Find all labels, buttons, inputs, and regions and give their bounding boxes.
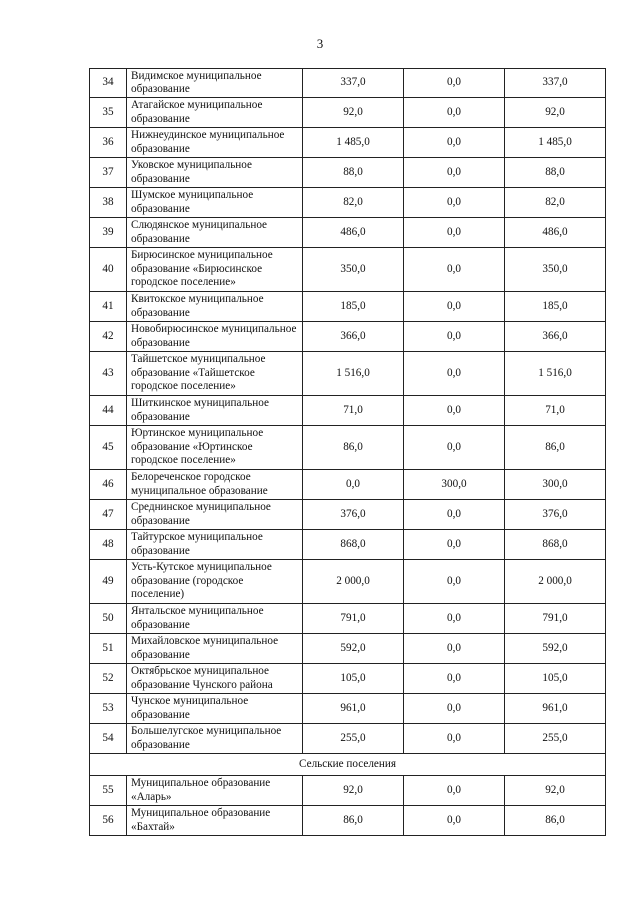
municipality-name: Усть-Кутское муниципальное образование (городское поселение)	[127, 560, 303, 604]
value-col-2: 0,0	[404, 322, 505, 352]
value-col-1: 1 516,0	[303, 352, 404, 396]
table-row	[90, 98, 606, 128]
municipality-name: Бирюсинское муниципальное образование «Бирюсинское городское поселение»	[127, 248, 303, 292]
municipality-name: Шиткинское муниципальное образование	[127, 396, 303, 426]
municipality-name: Большелугское муниципальное образование	[127, 724, 303, 754]
table-row	[90, 470, 606, 500]
value-col-1: 868,0	[303, 530, 404, 560]
table-row	[90, 664, 606, 694]
municipality-name: Муниципальное образование «Аларь»	[127, 776, 303, 806]
value-col-1: 592,0	[303, 634, 404, 664]
table-row	[90, 776, 606, 806]
value-col-2: 0,0	[404, 776, 505, 806]
value-col-1: 791,0	[303, 604, 404, 634]
row-number: 42	[90, 322, 127, 352]
value-col-1: 82,0	[303, 188, 404, 218]
table-row	[90, 560, 606, 604]
municipality-name: Среднинское муниципальное образование	[127, 500, 303, 530]
value-col-2: 0,0	[404, 500, 505, 530]
value-col-1: 337,0	[303, 69, 404, 98]
value-col-2: 0,0	[404, 604, 505, 634]
value-col-1: 71,0	[303, 396, 404, 426]
table-row	[90, 352, 606, 396]
value-col-2: 0,0	[404, 158, 505, 188]
table-row	[90, 604, 606, 634]
municipality-name: Тайтурское муниципальное образование	[127, 530, 303, 560]
row-number: 39	[90, 218, 127, 248]
value-col-3: 2 000,0	[505, 560, 606, 604]
row-number: 54	[90, 724, 127, 754]
value-col-1: 88,0	[303, 158, 404, 188]
row-number: 44	[90, 396, 127, 426]
value-col-3: 105,0	[505, 664, 606, 694]
value-col-3: 92,0	[505, 98, 606, 128]
table-body-rural	[90, 776, 606, 836]
value-col-3: 185,0	[505, 292, 606, 322]
row-number: 56	[90, 806, 127, 836]
value-col-1: 350,0	[303, 248, 404, 292]
value-col-2: 0,0	[404, 426, 505, 470]
value-col-1: 92,0	[303, 98, 404, 128]
value-col-2: 0,0	[404, 664, 505, 694]
value-col-1: 255,0	[303, 724, 404, 754]
municipality-name: Слюдянское муниципальное образование	[127, 218, 303, 248]
value-col-3: 88,0	[505, 158, 606, 188]
value-col-2: 0,0	[404, 806, 505, 836]
value-col-2: 0,0	[404, 98, 505, 128]
value-col-1: 0,0	[303, 470, 404, 500]
value-col-2: 0,0	[404, 128, 505, 158]
value-col-3: 92,0	[505, 776, 606, 806]
row-number: 48	[90, 530, 127, 560]
section-row	[90, 754, 606, 776]
table-row	[90, 218, 606, 248]
value-col-1: 185,0	[303, 292, 404, 322]
row-number: 51	[90, 634, 127, 664]
section-label: Сельские поселения	[90, 754, 606, 776]
row-number: 43	[90, 352, 127, 396]
value-col-3: 961,0	[505, 694, 606, 724]
table-row	[90, 188, 606, 218]
municipality-name: Муниципальное образование «Бахтай»	[127, 806, 303, 836]
value-col-3: 82,0	[505, 188, 606, 218]
table-section	[90, 754, 606, 776]
value-col-3: 592,0	[505, 634, 606, 664]
municipality-name: Чунское муниципальное образование	[127, 694, 303, 724]
value-col-1: 105,0	[303, 664, 404, 694]
value-col-1: 2 000,0	[303, 560, 404, 604]
table-row	[90, 128, 606, 158]
value-col-2: 300,0	[404, 470, 505, 500]
value-col-2: 0,0	[404, 694, 505, 724]
value-col-1: 376,0	[303, 500, 404, 530]
row-number: 40	[90, 248, 127, 292]
row-number: 37	[90, 158, 127, 188]
value-col-3: 486,0	[505, 218, 606, 248]
row-number: 46	[90, 470, 127, 500]
value-col-2: 0,0	[404, 292, 505, 322]
value-col-3: 350,0	[505, 248, 606, 292]
table-row	[90, 634, 606, 664]
table-row	[90, 322, 606, 352]
value-col-2: 0,0	[404, 530, 505, 560]
value-col-3: 791,0	[505, 604, 606, 634]
value-col-1: 1 485,0	[303, 128, 404, 158]
municipality-name: Тайшетское муниципальное образование «Тайшетское городское поселение»	[127, 352, 303, 396]
table-row	[90, 69, 606, 98]
municipality-name: Янтальское муниципальное образование	[127, 604, 303, 634]
value-col-1: 961,0	[303, 694, 404, 724]
table-row	[90, 248, 606, 292]
row-number: 49	[90, 560, 127, 604]
table-row	[90, 694, 606, 724]
value-col-2: 0,0	[404, 634, 505, 664]
value-col-1: 86,0	[303, 426, 404, 470]
municipality-name: Октябрьское муниципальное образование Чунского района	[127, 664, 303, 694]
municipality-name: Белореченское городское муниципальное образование	[127, 470, 303, 500]
value-col-2: 0,0	[404, 69, 505, 98]
row-number: 41	[90, 292, 127, 322]
table-row	[90, 500, 606, 530]
value-col-3: 376,0	[505, 500, 606, 530]
municipality-name: Новобирюсинское муниципальное образование	[127, 322, 303, 352]
row-number: 45	[90, 426, 127, 470]
value-col-2: 0,0	[404, 724, 505, 754]
value-col-1: 86,0	[303, 806, 404, 836]
table-row	[90, 530, 606, 560]
row-number: 50	[90, 604, 127, 634]
value-col-1: 366,0	[303, 322, 404, 352]
municipality-name: Михайловское муниципальное образование	[127, 634, 303, 664]
value-col-3: 86,0	[505, 806, 606, 836]
table-row	[90, 724, 606, 754]
municipality-name: Квитокское муниципальное образование	[127, 292, 303, 322]
value-col-2: 0,0	[404, 248, 505, 292]
value-col-3: 868,0	[505, 530, 606, 560]
row-number: 55	[90, 776, 127, 806]
value-col-3: 337,0	[505, 69, 606, 98]
row-number: 35	[90, 98, 127, 128]
municipality-name: Атагайское муниципальное образование	[127, 98, 303, 128]
row-number: 53	[90, 694, 127, 724]
value-col-3: 300,0	[505, 470, 606, 500]
row-number: 34	[90, 69, 127, 98]
table-row	[90, 292, 606, 322]
value-col-3: 1 485,0	[505, 128, 606, 158]
value-col-3: 255,0	[505, 724, 606, 754]
value-col-3: 86,0	[505, 426, 606, 470]
value-col-2: 0,0	[404, 560, 505, 604]
municipality-name: Уковское муниципальное образование	[127, 158, 303, 188]
value-col-2: 0,0	[404, 396, 505, 426]
table-body-urban	[90, 69, 606, 754]
value-col-1: 92,0	[303, 776, 404, 806]
page-number: 3	[316, 36, 324, 51]
allocation-table	[89, 68, 606, 836]
value-col-3: 71,0	[505, 396, 606, 426]
table-row	[90, 158, 606, 188]
value-col-1: 486,0	[303, 218, 404, 248]
row-number: 52	[90, 664, 127, 694]
municipality-name: Шумское муниципальное образование	[127, 188, 303, 218]
municipality-name: Юртинское муниципальное образование «Юртинское городское поселение»	[127, 426, 303, 470]
municipality-name: Видимское муниципальное образование	[127, 69, 303, 98]
table-row	[90, 806, 606, 836]
table-row	[90, 396, 606, 426]
table-row	[90, 426, 606, 470]
row-number: 36	[90, 128, 127, 158]
row-number: 47	[90, 500, 127, 530]
municipality-name: Нижнеудинское муниципальное образование	[127, 128, 303, 158]
value-col-2: 0,0	[404, 352, 505, 396]
value-col-3: 1 516,0	[505, 352, 606, 396]
value-col-2: 0,0	[404, 218, 505, 248]
row-number: 38	[90, 188, 127, 218]
value-col-3: 366,0	[505, 322, 606, 352]
value-col-2: 0,0	[404, 188, 505, 218]
